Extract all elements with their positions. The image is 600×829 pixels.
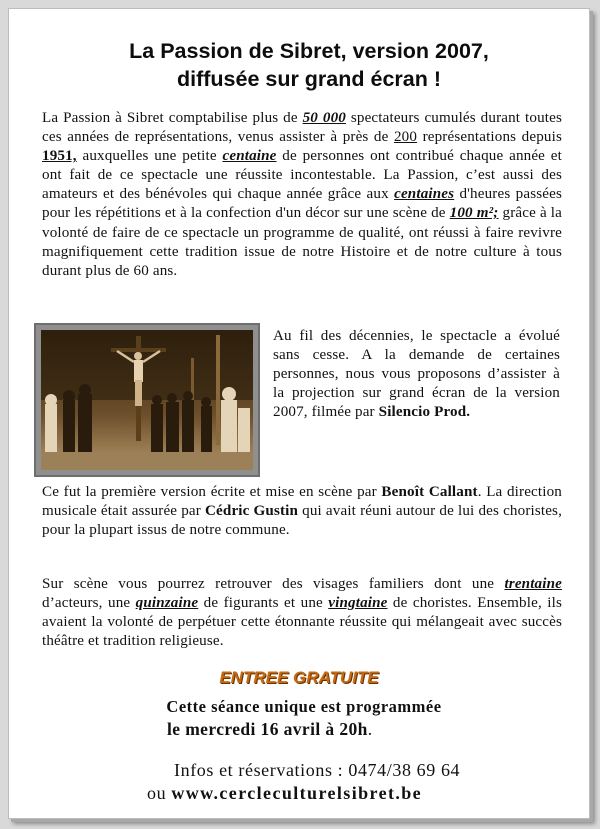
projection-paragraph xyxy=(273,327,560,422)
reservation-info: Infos et réservations : 0474/38 69 64 xyxy=(174,760,461,780)
intro-text: de personnes ont contribué chaque année et ont fait de ce spectacle une réussite incontestable. La Passion, c’est aussi des amateurs et des bénévoles qui chaque année grâce aux xyxy=(42,148,562,203)
flyer-page xyxy=(8,8,590,819)
quinzaine-word: quinzaine xyxy=(135,595,199,612)
cast-text: de choristes. Ensemble, ils avaient la volonté de perpétuer cette étonnante réussite qui mélangeait avec succès théâtre et tradition religieuse. xyxy=(42,595,562,650)
event-date-text: le mercredi 16 avril à 20h xyxy=(167,719,368,739)
producer-name: Silencio Prod. xyxy=(378,404,471,421)
centaine-word: centaine xyxy=(222,148,277,165)
crucifixion-scene-photo-icon xyxy=(41,330,253,470)
spectators-count: 50 000 xyxy=(302,110,346,126)
centaines-word: centaines xyxy=(394,186,455,203)
website-prefix: ou xyxy=(147,783,172,803)
intro-text: d'heures passées pour les répétitions et à la confection d'un décor sur une scène de xyxy=(42,186,562,222)
title-line-1: La Passion de Sibret, version 2007, xyxy=(129,39,489,63)
intro-paragraph xyxy=(42,109,562,281)
credits-text: qui avait réuni autour de lui des choristes, pour la plupart issus de notre commune. xyxy=(42,503,563,539)
website-line xyxy=(147,783,422,804)
page-title xyxy=(9,37,590,93)
music-director-name: Cédric Gustin xyxy=(205,503,299,520)
projection-text: Au fil des décennies, le spectacle a évolué sans cesse. A la demande de certaines personnes, nous vous proposons d’assister à la projection sur grand écran de la version 2007, filmée par xyxy=(273,328,560,421)
crucifixion-scene-photo xyxy=(34,323,260,477)
event-date xyxy=(167,719,373,740)
stage-surface: 100 m²; xyxy=(449,205,499,222)
title-line-2: diffusée sur grand écran ! xyxy=(176,67,442,91)
website-link[interactable]: www.cercleculturelsibret.be xyxy=(171,783,423,803)
performances-count: 200 xyxy=(393,129,418,146)
intro-text: La Passion à Sibret comptabilise plus de xyxy=(42,110,303,126)
intro-text: spectateurs cumulés durant toutes ces années de représentations, venus assister à près de xyxy=(42,110,562,146)
cast-text: d’acteurs, une xyxy=(42,595,136,612)
credits-text: Ce fut la première version écrite et mise en scène par xyxy=(42,484,382,500)
start-year: 1951, xyxy=(42,148,77,165)
credits-text: . La direction musicale était assurée par xyxy=(42,484,562,520)
event-date-end: . xyxy=(367,719,373,739)
session-announcement: Cette séance unique est programmée xyxy=(166,697,442,716)
intro-text: représentations depuis xyxy=(417,129,562,146)
free-entry-banner: ENTREE GRATUITE xyxy=(219,668,379,687)
trentaine-word: trentaine xyxy=(504,576,562,592)
author-name: Benoît Callant xyxy=(381,484,478,500)
vingtaine-word: vingtaine xyxy=(328,595,388,612)
cast-paragraph xyxy=(42,575,562,651)
intro-text: auxquelles une petite xyxy=(76,148,223,165)
cast-text: Sur scène vous pourrez retrouver des visages familiers dont une xyxy=(42,576,505,592)
intro-text: grâce à la volonté de faire de ce spectacle un programme de qualité, ont réussi à faire revivre magnifiquement cette tradition issue de notre Histoire et de notre culture à tous durant plus de 60 ans. xyxy=(42,205,563,279)
credits-paragraph xyxy=(42,483,562,540)
cast-text: de figurants et une xyxy=(198,595,329,612)
